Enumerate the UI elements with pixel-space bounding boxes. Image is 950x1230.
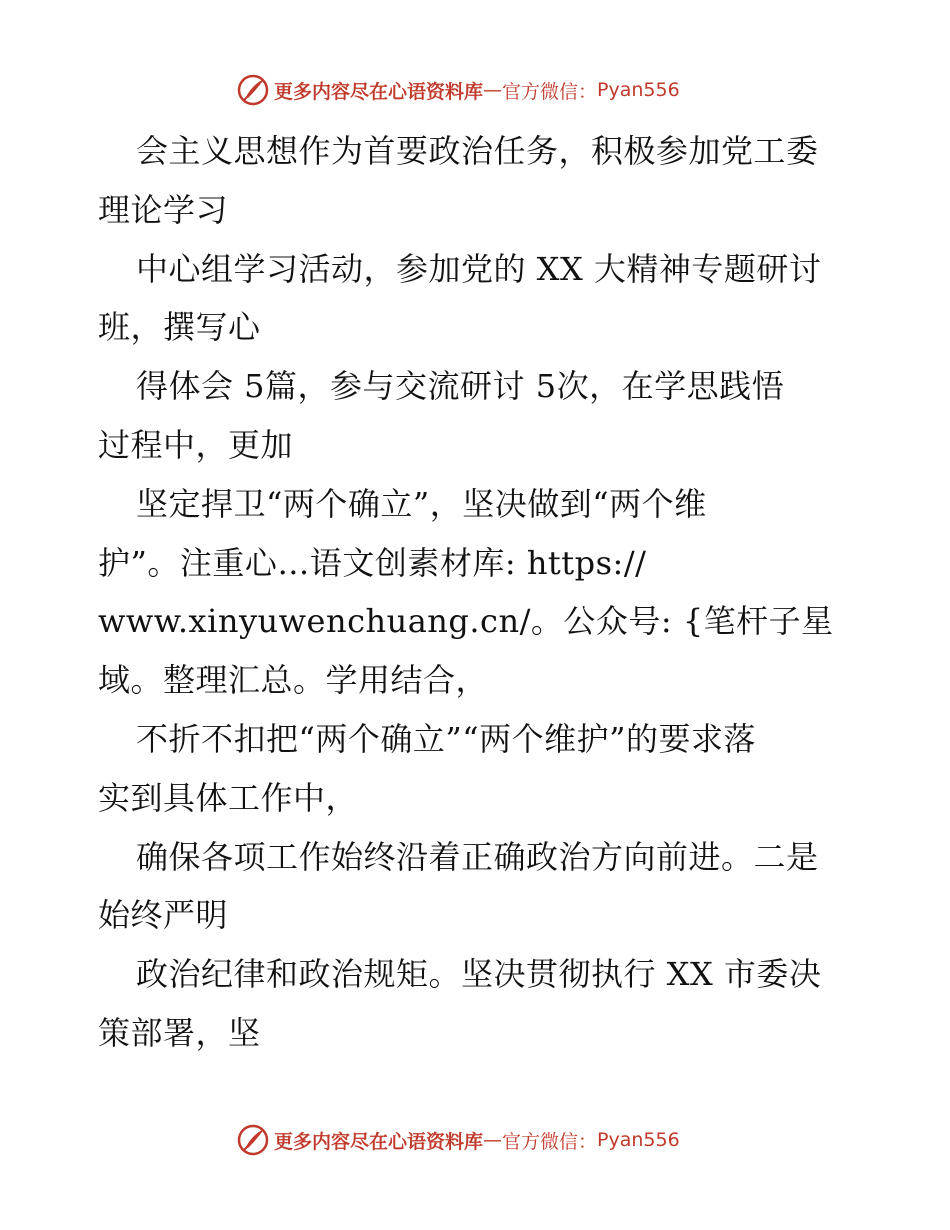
text-line: 域。整理汇总。学用结合，	[98, 661, 489, 700]
watermark-dash: —	[483, 79, 503, 101]
text-line: 始终严明	[98, 896, 229, 935]
text-line: 过程中，更加	[98, 425, 294, 464]
text-line: 会主义思想作为首要政治任务，积极参加党工委	[136, 132, 819, 170]
text-line: 确保各项工作始终沿着正确政治方向前进。二是	[136, 837, 819, 876]
watermark-brand: 更多内容尽在心语资料库	[274, 80, 484, 103]
text-line: 策部署，坚	[98, 1013, 261, 1052]
document-body	[98, 122, 858, 1063]
text-line: 实到具体工作中，	[98, 778, 359, 817]
text-line: 中心组学习活动，参加党的 XX 大精神专题研讨	[136, 249, 822, 288]
watermark-wechat-id: Pyan556	[597, 79, 680, 101]
text-line: www.xinyuwenchuang.cn/。公众号: {笔杆子星	[98, 602, 834, 641]
watermark-brand: 更多内容尽在心语资料库	[274, 1130, 484, 1153]
watermark-dash: —	[483, 1129, 503, 1151]
text-line: 护”。注重心…语文创素材库: https://	[98, 543, 647, 582]
header-watermark	[236, 73, 680, 107]
watermark-wechat-label: 官方微信：	[502, 1130, 598, 1153]
text-line: 得体会 5篇，参与交流研讨 5次，在学思践悟	[136, 367, 785, 406]
text-line: 不折不扣把“两个确立”“两个维护”的要求落	[136, 719, 756, 758]
watermark-wechat-id: Pyan556	[597, 1129, 680, 1151]
text-line: 政治纪律和政治规矩。坚决贯彻执行 XX 市委决	[136, 955, 822, 994]
watermark-wechat-label: 官方微信：	[502, 80, 598, 103]
text-line: 理论学习	[98, 190, 229, 229]
quill-pen-logo-icon	[236, 73, 270, 107]
footer-watermark	[236, 1123, 680, 1157]
text-line: 班，撰写心	[98, 308, 261, 347]
text-line: 坚定捍卫“两个确立”，坚决做到“两个维	[136, 484, 707, 523]
quill-pen-logo-icon	[236, 1123, 270, 1157]
